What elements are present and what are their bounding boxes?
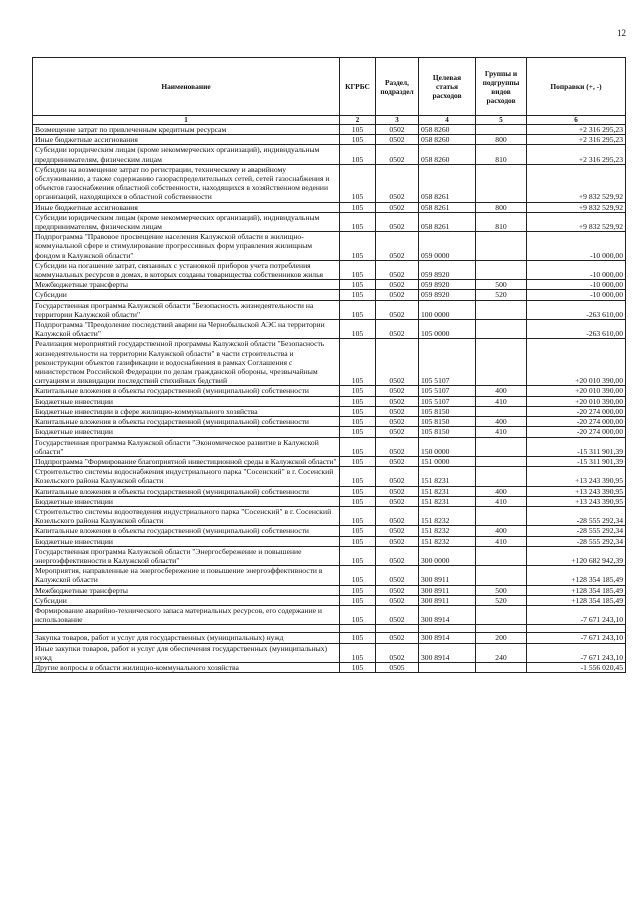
row-kgrbs-cell: 105 <box>340 506 376 525</box>
row-amount-cell: -28 555 292,34 <box>527 536 626 546</box>
row-section-cell: 0502 <box>376 280 419 290</box>
row-kgrbs-cell: 105 <box>340 456 376 466</box>
table-row <box>33 417 626 427</box>
row-section-cell: 0502 <box>376 467 419 486</box>
row-name-cell: Строительство системы водоотведения индустриального парка "Сосенский" в г. Сосенский Козельского района Калужской области <box>33 506 340 525</box>
column-index: 6 <box>527 116 626 125</box>
row-group-cell <box>476 546 527 565</box>
column-index: 3 <box>376 116 419 125</box>
row-name-cell: Бюджетные инвестиции <box>33 496 340 506</box>
table-row <box>33 164 626 202</box>
row-target-cell: 150 0000 <box>419 437 476 456</box>
row-section-cell: 0502 <box>376 506 419 525</box>
table-row <box>33 427 626 437</box>
row-target-cell: 059 8920 <box>419 290 476 300</box>
row-group-cell <box>476 232 527 261</box>
row-kgrbs-cell: 105 <box>340 566 376 585</box>
row-group-cell: 400 <box>476 486 527 496</box>
row-target-cell: 151 8231 <box>419 486 476 496</box>
row-name-cell: Подпрограмма "Формирование благоприятной инвестиционной среды в Калужской области" <box>33 456 340 466</box>
row-section-cell: 0502 <box>376 290 419 300</box>
row-section-cell: 0502 <box>376 386 419 396</box>
row-kgrbs-cell: 105 <box>340 643 376 662</box>
row-target-cell: 105 5107 <box>419 386 476 396</box>
row-section-cell: 0502 <box>376 406 419 416</box>
row-group-cell: 200 <box>476 633 527 643</box>
budget-amendments-table <box>32 57 626 673</box>
row-kgrbs-cell: 105 <box>340 300 376 319</box>
row-amount-cell: -10 000,00 <box>527 290 626 300</box>
row-name-cell: Субсидии юридическим лицам (кроме некоммерческих организаций), индивидуальным предпринимателям, физическим лицам <box>33 212 340 231</box>
row-section-cell: 0502 <box>376 339 419 386</box>
row-target-cell: 058 8260 <box>419 125 476 135</box>
table-row <box>33 585 626 595</box>
row-kgrbs-cell: 105 <box>340 427 376 437</box>
row-section-cell: 0502 <box>376 536 419 546</box>
row-group-cell <box>476 467 527 486</box>
row-group-cell <box>476 260 527 279</box>
row-target-cell: 300 8911 <box>419 566 476 585</box>
row-amount-cell: +20 010 390,00 <box>527 386 626 396</box>
row-name-cell: Субсидии на возмещение затрат по регистрации, техническому и аварийному обслуживанию, а также содержанию газораспределительных сетей, сетей газоснабжения и объектов газоснабжения областной собственности, находящихся в хозяйственном ведении организаций, находящихся в областной собственности <box>33 164 340 202</box>
row-amount-cell: +13 243 390,95 <box>527 486 626 496</box>
column-index-row <box>33 116 626 125</box>
row-kgrbs-cell: 105 <box>340 386 376 396</box>
row-name-cell: Субсидии юридическим лицам (кроме некоммерческих организаций), индивидуальным предпринимателям, физическим лицам <box>33 145 340 164</box>
row-target-cell: 300 8914 <box>419 633 476 643</box>
spacer-cell <box>476 625 527 633</box>
table-row <box>33 595 626 605</box>
row-target-cell: 151 8231 <box>419 467 476 486</box>
row-kgrbs-cell: 105 <box>340 280 376 290</box>
row-amount-cell: -7 671 243,10 <box>527 605 626 624</box>
row-section-cell: 0502 <box>376 456 419 466</box>
row-amount-cell: +2 316 295,23 <box>527 145 626 164</box>
row-group-cell <box>476 164 527 202</box>
row-amount-cell: +128 354 185,49 <box>527 595 626 605</box>
row-group-cell <box>476 662 527 672</box>
row-amount-cell: -1 556 020,45 <box>527 662 626 672</box>
row-kgrbs-cell: 105 <box>340 536 376 546</box>
row-kgrbs-cell: 105 <box>340 125 376 135</box>
row-amount-cell: -10 000,00 <box>527 232 626 261</box>
row-amount-cell: +128 354 185,49 <box>527 585 626 595</box>
row-section-cell: 0502 <box>376 437 419 456</box>
row-amount-cell: -28 555 292,34 <box>527 526 626 536</box>
row-group-cell: 400 <box>476 386 527 396</box>
row-target-cell: 105 8150 <box>419 406 476 416</box>
row-group-cell: 810 <box>476 145 527 164</box>
row-section-cell: 0502 <box>376 427 419 437</box>
row-amount-cell: +120 682 942,39 <box>527 546 626 565</box>
row-amount-cell: +13 243 390,95 <box>527 496 626 506</box>
row-section-cell: 0502 <box>376 260 419 279</box>
row-amount-cell: +20 010 390,00 <box>527 339 626 386</box>
row-kgrbs-cell: 105 <box>340 406 376 416</box>
header-section: Раздел, подраздел <box>376 58 419 116</box>
table-row <box>33 456 626 466</box>
row-group-cell: 500 <box>476 280 527 290</box>
row-target-cell: 151 0000 <box>419 456 476 466</box>
table-row <box>33 662 626 672</box>
row-name-cell: Бюджетные инвестиции <box>33 396 340 406</box>
row-name-cell: Иные закупки товаров, работ и услуг для обеспечения государственных (муниципальных) нужд <box>33 643 340 662</box>
row-kgrbs-cell: 105 <box>340 546 376 565</box>
row-section-cell: 0502 <box>376 212 419 231</box>
row-target-cell: 151 8232 <box>419 526 476 536</box>
column-index: 1 <box>33 116 340 125</box>
spacer-cell <box>340 625 376 633</box>
row-target-cell: 300 8911 <box>419 595 476 605</box>
row-kgrbs-cell: 105 <box>340 260 376 279</box>
spacer-cell <box>419 625 476 633</box>
row-name-cell: Иные бюджетные ассигнования <box>33 202 340 212</box>
table-row <box>33 406 626 416</box>
row-group-cell <box>476 437 527 456</box>
row-section-cell: 0502 <box>376 595 419 605</box>
row-kgrbs-cell: 105 <box>340 496 376 506</box>
row-name-cell: Возмещение затрат по привлеченным кредитным ресурсам <box>33 125 340 135</box>
row-section-cell: 0502 <box>376 300 419 319</box>
row-group-cell <box>476 566 527 585</box>
row-name-cell: Бюджетные инвестиции в сфере жилищно-коммунального хозяйства <box>33 406 340 416</box>
spacer-row <box>33 625 626 633</box>
row-group-cell: 810 <box>476 212 527 231</box>
row-section-cell: 0502 <box>376 125 419 135</box>
row-name-cell: Капитальные вложения в объекты государственной (муниципальной) собственности <box>33 386 340 396</box>
row-kgrbs-cell: 105 <box>340 585 376 595</box>
table-row <box>33 300 626 319</box>
table-row <box>33 496 626 506</box>
row-group-cell: 410 <box>476 496 527 506</box>
row-target-cell: 059 8920 <box>419 260 476 279</box>
row-target-cell: 105 5107 <box>419 396 476 406</box>
row-target-cell: 105 5107 <box>419 339 476 386</box>
column-index: 5 <box>476 116 527 125</box>
row-name-cell: Подпрограмма "Правовое просвещение населения Калужской области в жилищно-коммунальной сфере и стимулирование прогрессивных форм управления жилищным фондом в Калужской области" <box>33 232 340 261</box>
table-row <box>33 506 626 525</box>
row-name-cell: Капитальные вложения в объекты государственной (муниципальной) собственности <box>33 486 340 496</box>
row-target-cell: 058 8260 <box>419 135 476 145</box>
row-group-cell: 400 <box>476 417 527 427</box>
row-kgrbs-cell: 105 <box>340 437 376 456</box>
row-amount-cell: +9 832 529,92 <box>527 212 626 231</box>
row-group-cell: 520 <box>476 595 527 605</box>
row-target-cell <box>419 662 476 672</box>
row-amount-cell: -10 000,00 <box>527 260 626 279</box>
header-row <box>33 58 626 116</box>
row-section-cell: 0502 <box>376 566 419 585</box>
row-name-cell: Иные бюджетные ассигнования <box>33 135 340 145</box>
row-group-cell <box>476 406 527 416</box>
table-row <box>33 145 626 164</box>
row-section-cell: 0502 <box>376 633 419 643</box>
row-target-cell: 105 8150 <box>419 427 476 437</box>
row-kgrbs-cell: 105 <box>340 164 376 202</box>
table-row <box>33 280 626 290</box>
row-target-cell: 300 0000 <box>419 546 476 565</box>
row-kgrbs-cell: 105 <box>340 526 376 536</box>
row-group-cell: 400 <box>476 526 527 536</box>
row-kgrbs-cell: 105 <box>340 595 376 605</box>
row-amount-cell: -263 610,00 <box>527 300 626 319</box>
page-number: 12 <box>617 28 626 38</box>
row-target-cell: 151 8232 <box>419 536 476 546</box>
row-target-cell: 151 8231 <box>419 496 476 506</box>
row-group-cell <box>476 339 527 386</box>
row-group-cell <box>476 320 527 339</box>
row-name-cell: Субсидии <box>33 290 340 300</box>
spacer-cell <box>376 625 419 633</box>
row-section-cell: 0502 <box>376 145 419 164</box>
table-row <box>33 212 626 231</box>
row-kgrbs-cell: 105 <box>340 339 376 386</box>
row-name-cell: Подпрограмма "Преодоление последствий аварии на Чернобыльской АЭС на территории Калужской области" <box>33 320 340 339</box>
table-row <box>33 467 626 486</box>
row-kgrbs-cell: 105 <box>340 290 376 300</box>
row-amount-cell: +2 316 295,23 <box>527 125 626 135</box>
table-row <box>33 396 626 406</box>
row-group-cell <box>476 605 527 624</box>
table-row <box>33 546 626 565</box>
table-row <box>33 320 626 339</box>
row-group-cell <box>476 125 527 135</box>
column-index: 2 <box>340 116 376 125</box>
row-name-cell: Бюджетные инвестиции <box>33 536 340 546</box>
table-row <box>33 605 626 624</box>
row-target-cell: 300 8914 <box>419 605 476 624</box>
row-kgrbs-cell: 105 <box>340 396 376 406</box>
row-target-cell: 105 0000 <box>419 320 476 339</box>
row-amount-cell: -7 671 243,10 <box>527 643 626 662</box>
row-amount-cell: -20 274 000,00 <box>527 417 626 427</box>
table-row <box>33 643 626 662</box>
row-amount-cell: -20 274 000,00 <box>527 406 626 416</box>
row-section-cell: 0502 <box>376 396 419 406</box>
row-section-cell: 0502 <box>376 546 419 565</box>
row-amount-cell: -28 555 292,34 <box>527 506 626 525</box>
spacer-cell <box>527 625 626 633</box>
row-amount-cell: +20 010 390,00 <box>527 396 626 406</box>
column-index: 4 <box>419 116 476 125</box>
row-kgrbs-cell: 105 <box>340 212 376 231</box>
row-name-cell: Строительство системы водоснабжения индустриального парка "Сосенский" в г. Сосенский Козельского района Калужской области <box>33 467 340 486</box>
row-group-cell: 410 <box>476 396 527 406</box>
row-kgrbs-cell: 105 <box>340 633 376 643</box>
row-name-cell: Субсидии <box>33 595 340 605</box>
row-amount-cell: +2 316 295,23 <box>527 135 626 145</box>
row-amount-cell: -20 274 000,00 <box>527 427 626 437</box>
table-row <box>33 526 626 536</box>
row-name-cell: Закупка товаров, работ и услуг для государственных (муниципальных) нужд <box>33 633 340 643</box>
row-section-cell: 0505 <box>376 662 419 672</box>
row-section-cell: 0502 <box>376 417 419 427</box>
row-group-cell <box>476 300 527 319</box>
table-row <box>33 437 626 456</box>
row-amount-cell: +9 832 529,92 <box>527 202 626 212</box>
row-kgrbs-cell: 105 <box>340 417 376 427</box>
table-row <box>33 633 626 643</box>
row-kgrbs-cell: 105 <box>340 320 376 339</box>
row-name-cell: Субсидии на погашение затрат, связанных с установкой приборов учета потребления коммунальных ресурсов в домах, в которых созданы товарищества собственников жилья <box>33 260 340 279</box>
row-kgrbs-cell: 105 <box>340 662 376 672</box>
row-kgrbs-cell: 105 <box>340 232 376 261</box>
row-amount-cell: +9 832 529,92 <box>527 164 626 202</box>
row-kgrbs-cell: 105 <box>340 605 376 624</box>
row-name-cell: Другие вопросы в области жилищно-коммунального хозяйства <box>33 662 340 672</box>
row-section-cell: 0502 <box>376 605 419 624</box>
row-group-cell: 410 <box>476 536 527 546</box>
table-row <box>33 486 626 496</box>
row-section-cell: 0502 <box>376 585 419 595</box>
header-groups: Группы и подгруппы видов расходов <box>476 58 527 116</box>
row-name-cell: Государственная программа Калужской области "Экономическое развитие в Калужской области" <box>33 437 340 456</box>
row-amount-cell: -15 311 901,39 <box>527 456 626 466</box>
table-row <box>33 202 626 212</box>
row-target-cell: 059 0000 <box>419 232 476 261</box>
row-kgrbs-cell: 105 <box>340 135 376 145</box>
table-row <box>33 566 626 585</box>
row-section-cell: 0502 <box>376 320 419 339</box>
row-name-cell: Формирование аварийно-технического запаса материальных ресурсов, его содержание и использование <box>33 605 340 624</box>
row-target-cell: 058 8261 <box>419 164 476 202</box>
table-row <box>33 536 626 546</box>
row-amount-cell: -15 311 901,39 <box>527 437 626 456</box>
header-kgrbs: КГРБС <box>340 58 376 116</box>
row-target-cell: 100 0000 <box>419 300 476 319</box>
row-name-cell: Мероприятия, направленные на энергосбережение и повышение энергоэффективности в Калужской области <box>33 566 340 585</box>
row-section-cell: 0502 <box>376 496 419 506</box>
row-section-cell: 0502 <box>376 202 419 212</box>
row-target-cell: 300 8911 <box>419 585 476 595</box>
row-name-cell: Межбюджетные трансферты <box>33 585 340 595</box>
row-target-cell: 300 8914 <box>419 643 476 662</box>
row-kgrbs-cell: 105 <box>340 202 376 212</box>
table-row <box>33 260 626 279</box>
row-amount-cell: -10 000,00 <box>527 280 626 290</box>
row-name-cell: Межбюджетные трансферты <box>33 280 340 290</box>
row-name-cell: Бюджетные инвестиции <box>33 427 340 437</box>
row-kgrbs-cell: 105 <box>340 467 376 486</box>
row-section-cell: 0502 <box>376 486 419 496</box>
table-row <box>33 125 626 135</box>
row-section-cell: 0502 <box>376 643 419 662</box>
row-target-cell: 058 8260 <box>419 145 476 164</box>
table-row <box>33 232 626 261</box>
row-group-cell: 520 <box>476 290 527 300</box>
row-target-cell: 151 8232 <box>419 506 476 525</box>
row-group-cell: 410 <box>476 427 527 437</box>
row-section-cell: 0502 <box>376 135 419 145</box>
row-target-cell: 058 8261 <box>419 212 476 231</box>
row-group-cell <box>476 506 527 525</box>
row-amount-cell: -7 671 243,10 <box>527 633 626 643</box>
row-name-cell: Реализация мероприятий государственной программы Калужской области "Безопасность жизнедеятельности на территории Калужской области" в части строительства и реконструкции объектов газификации и водоснабжения в рамках Соглашения с министерством Российской Федерации по делам гражданской обороны, чрезвычайным ситуациям и ликвидации последствий стихийных бедствий <box>33 339 340 386</box>
row-group-cell: 240 <box>476 643 527 662</box>
row-group-cell: 500 <box>476 585 527 595</box>
row-name-cell: Государственная программа Калужской области "Энергосбережение и повышение энергоэффективности в Калужской области" <box>33 546 340 565</box>
row-target-cell: 059 8920 <box>419 280 476 290</box>
row-section-cell: 0502 <box>376 232 419 261</box>
row-section-cell: 0502 <box>376 164 419 202</box>
row-group-cell <box>476 456 527 466</box>
row-amount-cell: -263 610,00 <box>527 320 626 339</box>
table-row <box>33 135 626 145</box>
row-amount-cell: +13 243 390,95 <box>527 467 626 486</box>
row-group-cell: 800 <box>476 202 527 212</box>
header-name: Наименование <box>33 58 340 116</box>
row-name-cell: Капитальные вложения в объекты государственной (муниципальной) собственности <box>33 417 340 427</box>
row-kgrbs-cell: 105 <box>340 486 376 496</box>
row-group-cell: 800 <box>476 135 527 145</box>
row-amount-cell: +128 354 185,49 <box>527 566 626 585</box>
row-section-cell: 0502 <box>376 526 419 536</box>
table-row <box>33 339 626 386</box>
spacer-cell <box>33 625 340 633</box>
row-name-cell: Капитальные вложения в объекты государственной (муниципальной) собственности <box>33 526 340 536</box>
row-name-cell: Государственная программа Калужской области "Безопасность жизнедеятельности на территории Калужской области" <box>33 300 340 319</box>
row-kgrbs-cell: 105 <box>340 145 376 164</box>
table-row <box>33 290 626 300</box>
header-amendments: Поправки (+, -) <box>527 58 626 116</box>
row-target-cell: 058 8261 <box>419 202 476 212</box>
table-row <box>33 386 626 396</box>
row-target-cell: 105 8150 <box>419 417 476 427</box>
header-target: Целевая статья расходов <box>419 58 476 116</box>
